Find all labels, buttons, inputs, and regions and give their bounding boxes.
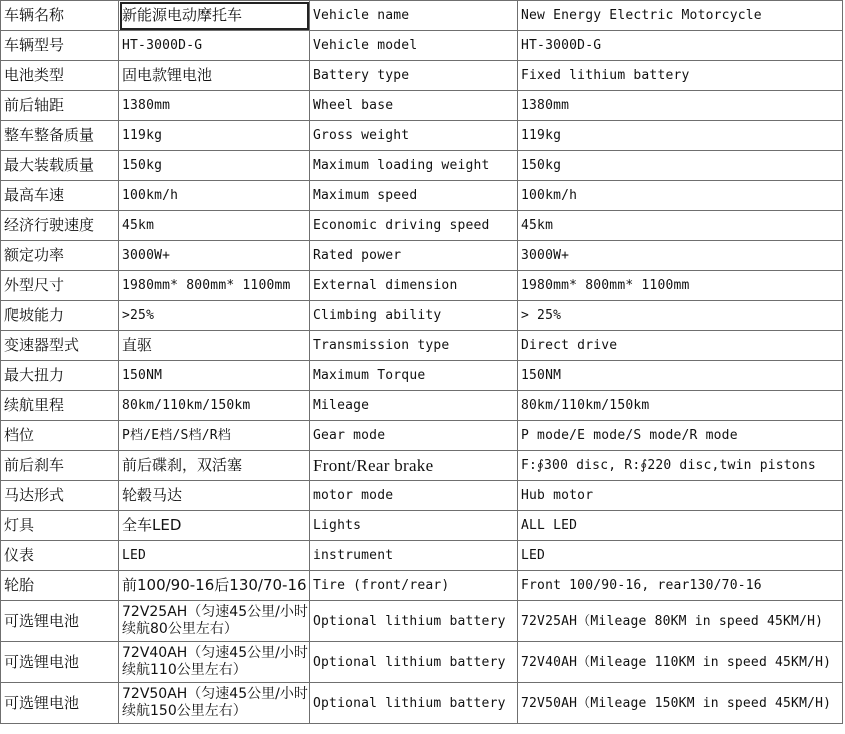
en-value-cell[interactable]: 45km [518, 211, 843, 241]
en-value-cell[interactable]: 150NM [518, 361, 843, 391]
en-value-cell[interactable]: 1380mm [518, 91, 843, 121]
en-label-cell[interactable]: Optional lithium battery [310, 642, 518, 683]
spec-table-body [1, 1, 843, 724]
zh-value-cell[interactable]: 固电款锂电池 [119, 61, 310, 91]
en-value-cell[interactable]: LED [518, 541, 843, 571]
table-row [1, 181, 843, 211]
en-label-cell[interactable]: Economic driving speed [310, 211, 518, 241]
table-row [1, 241, 843, 271]
en-value-cell[interactable]: Hub motor [518, 481, 843, 511]
zh-value-cell[interactable]: 72V50AH（匀速45公里/小时续航150公里左右） [119, 683, 310, 724]
en-value-cell[interactable]: New Energy Electric Motorcycle [518, 1, 843, 31]
table-row [1, 391, 843, 421]
zh-value-cell[interactable]: 1380mm [119, 91, 310, 121]
zh-label-cell[interactable]: 仪表 [1, 541, 119, 571]
zh-label-cell[interactable]: 轮胎 [1, 571, 119, 601]
table-row [1, 31, 843, 61]
en-value-cell[interactable]: Fixed lithium battery [518, 61, 843, 91]
zh-value-cell[interactable]: 150NM [119, 361, 310, 391]
en-value-cell[interactable]: HT-3000D-G [518, 31, 843, 61]
zh-label-cell[interactable]: 经济行驶速度 [1, 211, 119, 241]
en-label-cell[interactable]: Transmission type [310, 331, 518, 361]
zh-value-cell[interactable]: 前100/90-16后130/70-16 [119, 571, 310, 601]
zh-label-cell[interactable]: 车辆型号 [1, 31, 119, 61]
zh-label-cell[interactable]: 续航里程 [1, 391, 119, 421]
zh-value-cell[interactable]: P档/E档/S档/R档 [119, 421, 310, 451]
en-value-cell[interactable]: Direct drive [518, 331, 843, 361]
zh-label-cell[interactable]: 马达形式 [1, 481, 119, 511]
en-value-cell[interactable]: 72V25AH（Mileage 80KM in speed 45KM/H) [518, 601, 843, 642]
table-row [1, 683, 843, 724]
zh-label-cell[interactable]: 额定功率 [1, 241, 119, 271]
table-row [1, 481, 843, 511]
table-row [1, 511, 843, 541]
zh-value-cell[interactable]: 新能源电动摩托车 [119, 1, 310, 31]
zh-value-cell[interactable]: 119kg [119, 121, 310, 151]
zh-value-cell[interactable]: 100km/h [119, 181, 310, 211]
zh-value-cell[interactable]: LED [119, 541, 310, 571]
en-label-cell[interactable]: Vehicle model [310, 31, 518, 61]
en-value-cell[interactable]: Front 100/90-16, rear130/70-16 [518, 571, 843, 601]
zh-label-cell[interactable]: 前后轴距 [1, 91, 119, 121]
en-value-cell[interactable]: 80km/110km/150km [518, 391, 843, 421]
zh-label-cell[interactable]: 外型尺寸 [1, 271, 119, 301]
en-label-cell[interactable]: Wheel base [310, 91, 518, 121]
table-row [1, 451, 843, 481]
en-label-cell[interactable]: External dimension [310, 271, 518, 301]
zh-value-cell[interactable]: 前后碟刹，双活塞 [119, 451, 310, 481]
en-label-cell[interactable]: Vehicle name [310, 1, 518, 31]
zh-label-cell[interactable]: 车辆名称 [1, 1, 119, 31]
en-value-cell[interactable]: 100km/h [518, 181, 843, 211]
en-label-cell[interactable]: motor mode [310, 481, 518, 511]
en-label-cell[interactable]: Gear mode [310, 421, 518, 451]
table-row [1, 421, 843, 451]
en-label-cell[interactable]: Gross weight [310, 121, 518, 151]
en-value-cell[interactable]: 150kg [518, 151, 843, 181]
zh-value-cell[interactable]: 80km/110km/150km [119, 391, 310, 421]
en-value-cell[interactable]: F:∮300 disc, R:∮220 disc,twin pistons [518, 451, 843, 481]
en-value-cell[interactable]: P mode/E mode/S mode/R mode [518, 421, 843, 451]
en-label-cell[interactable]: Front/Rear brake [310, 451, 518, 481]
en-label-cell[interactable]: Optional lithium battery [310, 683, 518, 724]
zh-label-cell[interactable]: 电池类型 [1, 61, 119, 91]
en-label-cell[interactable]: instrument [310, 541, 518, 571]
table-row [1, 601, 843, 642]
zh-value-cell[interactable]: 72V25AH（匀速45公里/小时续航80公里左右） [119, 601, 310, 642]
en-label-cell[interactable]: Climbing ability [310, 301, 518, 331]
table-row [1, 301, 843, 331]
table-row [1, 1, 843, 31]
zh-value-cell[interactable]: 150kg [119, 151, 310, 181]
zh-label-cell[interactable]: 可选锂电池 [1, 683, 119, 724]
table-row [1, 271, 843, 301]
en-label-cell[interactable]: Lights [310, 511, 518, 541]
table-row [1, 121, 843, 151]
table-row [1, 61, 843, 91]
zh-value-cell[interactable]: 45km [119, 211, 310, 241]
table-row [1, 541, 843, 571]
table-row [1, 571, 843, 601]
zh-label-cell[interactable]: 档位 [1, 421, 119, 451]
table-row [1, 361, 843, 391]
zh-label-cell[interactable]: 爬坡能力 [1, 301, 119, 331]
zh-label-cell[interactable]: 最大扭力 [1, 361, 119, 391]
en-label-cell[interactable]: Maximum Torque [310, 361, 518, 391]
en-value-cell[interactable]: ALL LED [518, 511, 843, 541]
en-label-cell[interactable]: Tire (front/rear) [310, 571, 518, 601]
zh-label-cell[interactable]: 最大装载质量 [1, 151, 119, 181]
en-label-cell[interactable]: Rated power [310, 241, 518, 271]
zh-label-cell[interactable]: 最高车速 [1, 181, 119, 211]
en-label-cell[interactable]: Optional lithium battery [310, 601, 518, 642]
zh-label-cell[interactable]: 可选锂电池 [1, 642, 119, 683]
table-row [1, 91, 843, 121]
en-value-cell[interactable]: > 25% [518, 301, 843, 331]
en-value-cell[interactable]: 1980mm* 800mm* 1100mm [518, 271, 843, 301]
table-row [1, 151, 843, 181]
en-label-cell[interactable]: Maximum loading weight [310, 151, 518, 181]
zh-value-cell[interactable]: 轮毂马达 [119, 481, 310, 511]
zh-value-cell[interactable]: HT-3000D-G [119, 31, 310, 61]
zh-label-cell[interactable]: 前后刹车 [1, 451, 119, 481]
table-row [1, 331, 843, 361]
zh-value-cell[interactable]: 72V40AH（匀速45公里/小时续航110公里左右） [119, 642, 310, 683]
zh-value-cell[interactable]: 1980mm* 800mm* 1100mm [119, 271, 310, 301]
zh-value-cell[interactable]: 全车LED [119, 511, 310, 541]
table-row [1, 211, 843, 241]
zh-label-cell[interactable]: 整车整备质量 [1, 121, 119, 151]
en-label-cell[interactable]: Battery type [310, 61, 518, 91]
table-row [1, 642, 843, 683]
zh-value-cell[interactable]: 直驱 [119, 331, 310, 361]
en-label-cell[interactable]: Mileage [310, 391, 518, 421]
zh-label-cell[interactable]: 可选锂电池 [1, 601, 119, 642]
en-value-cell[interactable]: 72V40AH（Mileage 110KM in speed 45KM/H) [518, 642, 843, 683]
en-value-cell[interactable]: 119kg [518, 121, 843, 151]
zh-value-cell[interactable]: >25% [119, 301, 310, 331]
en-value-cell[interactable]: 72V50AH（Mileage 150KM in speed 45KM/H) [518, 683, 843, 724]
en-value-cell[interactable]: 3000W+ [518, 241, 843, 271]
zh-label-cell[interactable]: 变速器型式 [1, 331, 119, 361]
zh-value-cell[interactable]: 3000W+ [119, 241, 310, 271]
zh-label-cell[interactable]: 灯具 [1, 511, 119, 541]
en-label-cell[interactable]: Maximum speed [310, 181, 518, 211]
